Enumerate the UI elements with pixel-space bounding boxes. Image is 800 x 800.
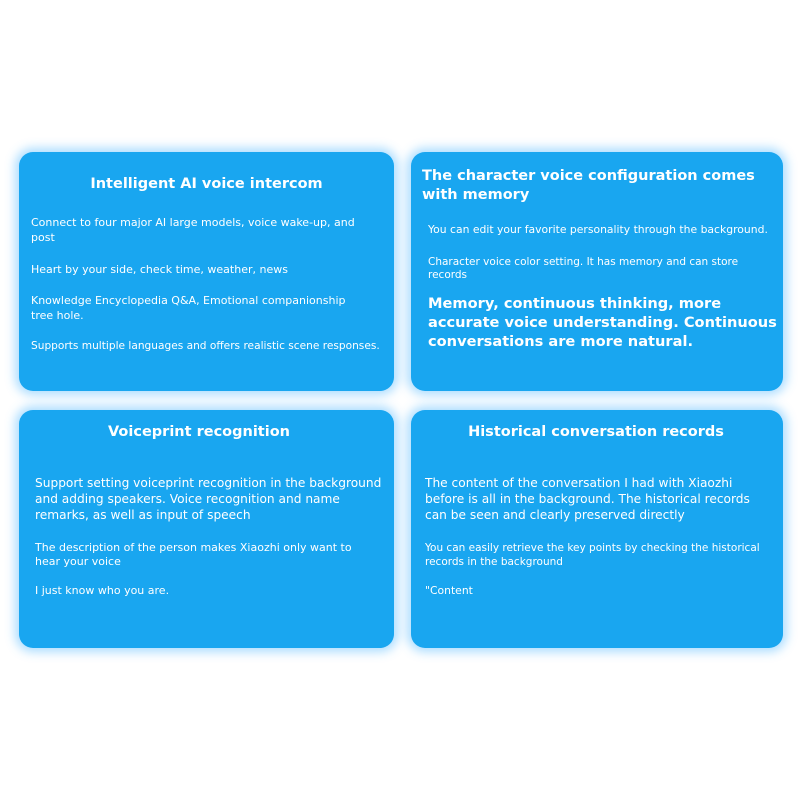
card-title: Historical conversation records — [468, 424, 724, 440]
card-title: Intelligent AI voice intercom — [90, 176, 323, 192]
card-text: Character voice color setting. It has memory and can store records — [428, 256, 739, 281]
card-text: Support setting voiceprint recognition in the background and adding speakers. Voice recognition and name remarks, as well as input of speech — [35, 476, 382, 522]
card-text: Heart by your side, check time, weather, news — [31, 263, 288, 276]
feature-card-voiceprint-recognition — [19, 410, 394, 648]
card-highlight-text: Memory, continuous thinking, more accurate voice understanding. Continuous conversations are more natural. — [428, 295, 777, 350]
card-text: You can edit your favorite personality through the background. — [428, 223, 768, 236]
card-text: You can easily retrieve the key points by checking the historical records in the background — [425, 542, 760, 568]
card-text: Knowledge Encyclopedia Q&A, Emotional companionship tree hole. — [31, 294, 346, 322]
card-text: Connect to four major AI large models, voice wake-up, and post — [31, 216, 355, 244]
feature-card-character-voice-memory — [411, 152, 783, 391]
card-title: The character voice configuration comes with memory — [422, 168, 755, 203]
feature-card-conversation-records — [411, 410, 783, 648]
card-text: I just know who you are. — [35, 584, 170, 597]
card-text: The description of the person makes Xiaozhi only want to hear your voice — [35, 541, 352, 568]
card-text: "Content — [425, 584, 473, 597]
card-text: The content of the conversation I had with Xiaozhi before is all in the background. The historical records can be seen and clearly preserved directly — [425, 476, 750, 522]
feature-card-ai-voice-intercom — [19, 152, 394, 391]
card-text: Supports multiple languages and offers realistic scene responses. — [31, 340, 380, 352]
card-title: Voiceprint recognition — [108, 424, 290, 440]
